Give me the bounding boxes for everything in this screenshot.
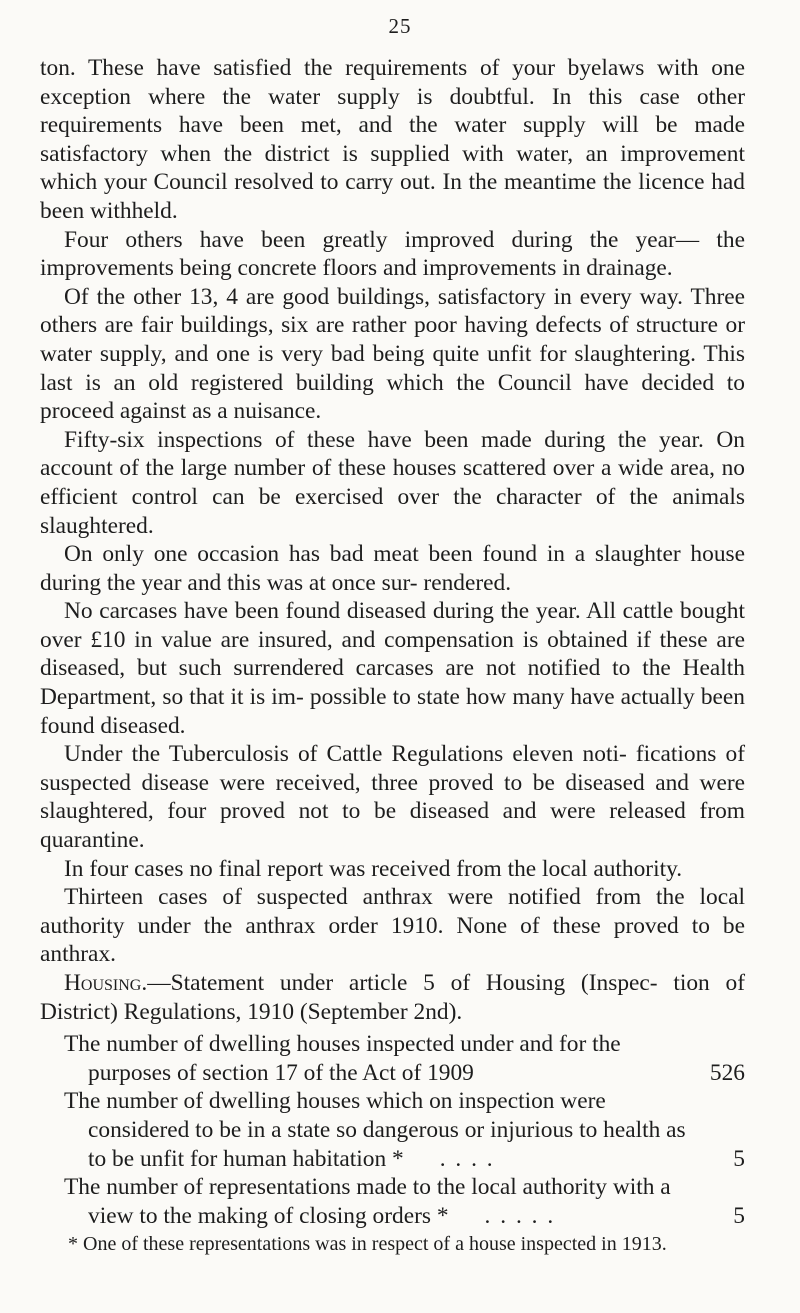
housing-heading: Housing. bbox=[64, 970, 148, 996]
paragraph-building-condition: Of the other 13, 4 are good buildings, satisfactory in every way. Three others are fair buildings, six are rather poor having defects of structure or water supply, and one is very bad being quite unfit for slaughtering. This last is an old registered building which the Council have decided to proceed against as a nuisance. bbox=[40, 283, 745, 425]
footnote: * One of these representations was in respect of a house inspected in 1913. bbox=[68, 1233, 667, 1256]
statistic-row bbox=[64, 1030, 745, 1087]
page-number: 25 bbox=[388, 14, 412, 38]
statistic-value: 5 bbox=[733, 1202, 745, 1229]
paragraph-inspections: Fifty-six inspections of these have been made during the year. On account of the large number of these houses scattered over a wide area, no efficient control can be exercised over the character of the animals slaughtered. bbox=[40, 426, 745, 539]
paragraph-diseased-carcases: No carcases have been found diseased during the year. All cattle bought over £10 in value are insured, and compensation is obtained if these are diseased, but such surrendered carcases are not notified to the Health Department, so that it is im- possible to state how many have actually been found diseased. bbox=[40, 598, 745, 739]
paragraph-improved-buildings: Four others have been greatly improved during the year— the improvements being concrete floors and improvements in drainage. bbox=[40, 226, 745, 282]
statistic-value: 526 bbox=[709, 1059, 745, 1086]
housing-statistics bbox=[64, 1030, 745, 1230]
statistic-label-text: The number of representations made to the local authority with a view to the making of closing orders * bbox=[64, 1174, 671, 1229]
paragraph-final-report: In four cases no final report was received from the local authority. bbox=[64, 855, 683, 882]
housing-statement: —Statement under article 5 of Housing (Inspec- tion of District) Regulations, 1910 (September 2nd). bbox=[40, 970, 745, 1025]
body-text bbox=[40, 54, 745, 1257]
statistic-label bbox=[64, 1030, 705, 1087]
statistic-value: 5 bbox=[733, 1145, 745, 1172]
statistic-leader: . . . . bbox=[439, 1145, 495, 1172]
paragraph-anthrax: Thirteen cases of suspected anthrax were notified from the local authority under the anthrax order 1910. None of these proved to be anthrax. bbox=[40, 884, 745, 968]
paragraph-bad-meat: On only one occasion has bad meat been found in a slaughter house during the year and this was at once sur- rendered. bbox=[40, 541, 745, 596]
paragraph-tuberculosis: Under the Tuberculosis of Cattle Regulations eleven noti- fications of suspected disease were received, three proved to be diseased and were slaughtered, four proved not to be diseased and were released from quarantine. bbox=[40, 741, 745, 854]
statistic-leader: . . . . . bbox=[484, 1202, 556, 1229]
statistic-row bbox=[64, 1087, 745, 1173]
statistic-label bbox=[64, 1087, 705, 1173]
paragraph-slaughterhouse-licence: ton. These have satisfied the requirements of your byelaws with one exception where the water supply is doubtful. In this case other requirements have been met, and the water supply will be made satisfactory when the district is supplied with water, an improvement which your Council resolved to carry out. In the meantime the licence had been withheld. bbox=[40, 55, 745, 224]
statistic-label-text: The number of dwelling houses inspected under and for the purposes of section 17 of the Act of 1909 bbox=[64, 1031, 621, 1086]
statistic-row bbox=[64, 1173, 745, 1230]
paragraph-housing bbox=[40, 969, 745, 1026]
statistic-label-text: The number of dwelling houses which on inspection were considered to be in a state so dangerous or injurious to health as to be unfit for human habitation * bbox=[64, 1088, 686, 1172]
statistic-label bbox=[64, 1173, 705, 1230]
